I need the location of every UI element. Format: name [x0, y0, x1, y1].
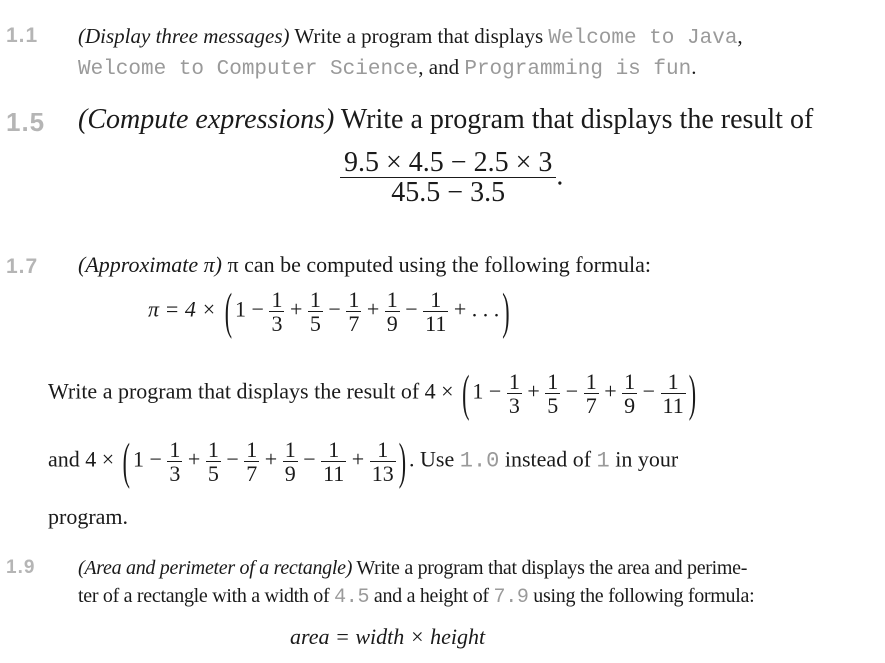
code-snippet: 4.5	[334, 586, 370, 609]
problem-text: (Compute expressions) Write a program that displays the result of	[78, 104, 814, 135]
numerator: 9.5 × 4.5 − 2.5 × 3	[340, 148, 556, 178]
code-snippet: Welcome to Computer Science	[78, 58, 419, 81]
problem-number: 1.9	[6, 557, 36, 578]
problem-title: (Display three messages)	[78, 24, 290, 48]
area-formula: area = width × height	[290, 624, 486, 649]
line-4: program.	[48, 504, 129, 529]
code-snippet: 1.0	[459, 448, 500, 474]
pi-formula: π = 4 × ( 1 − $\frac{1}{3}$ + $\frac{1}{5}$ − $\frac{1}{7}$ + $\frac{1}{9}$ − $\frac{1}{11}$ + . . . )	[148, 281, 510, 340]
line-2: Write a program that displays the result of 4 × ( 1 − $\frac{1}{3}$ + $\frac{1}{5}$ − $\frac{1}{7}$ + $\frac{1}{9}$ − $\frac{1}{11}$ )	[48, 363, 697, 422]
problem-title: (Compute expressions)	[78, 104, 335, 135]
problem-number: 1.7	[6, 255, 39, 278]
problem-title: (Area and perimeter of a rectangle)	[78, 557, 353, 579]
problem-number: 1.5	[6, 107, 46, 137]
problem-number: 1.1	[6, 24, 39, 47]
problem-title: (Approximate π)	[78, 252, 222, 277]
code-snippet: Programming is fun	[464, 58, 692, 81]
expression-fraction: $\frac{9.5 \times 4.5 - 2.5 \times 3}{45.5 - 3.5}$ .	[340, 148, 563, 208]
code-snippet: 7.9	[493, 586, 529, 609]
code-snippet: 1	[596, 448, 610, 474]
problem-text: (Approximate π) π can be computed using the following formula:	[78, 252, 652, 277]
problem-text: (Display three messages) Write a program that displays Welcome to Java, Welcome to Computer Science, and Programming is fun.	[78, 24, 743, 81]
problem-text: (Area and perimeter of a rectangle) Write a program that displays the area and perime- ter of a rectangle with a width of 4.5 and a height of 7.9 using the following formula:	[78, 557, 755, 609]
code-snippet: Welcome to Java	[548, 27, 738, 50]
denominator: 45.5 − 3.5	[391, 177, 506, 209]
line-3: and 4 × ( 1 − $\frac{1}{3}$ + $\frac{1}{5}$ − $\frac{1}{7}$ + $\frac{1}{9}$ − $\frac{1}{11}$ + $\frac{1}{13}$ ) . Use 1.0 instead of 1 in your	[48, 431, 679, 490]
